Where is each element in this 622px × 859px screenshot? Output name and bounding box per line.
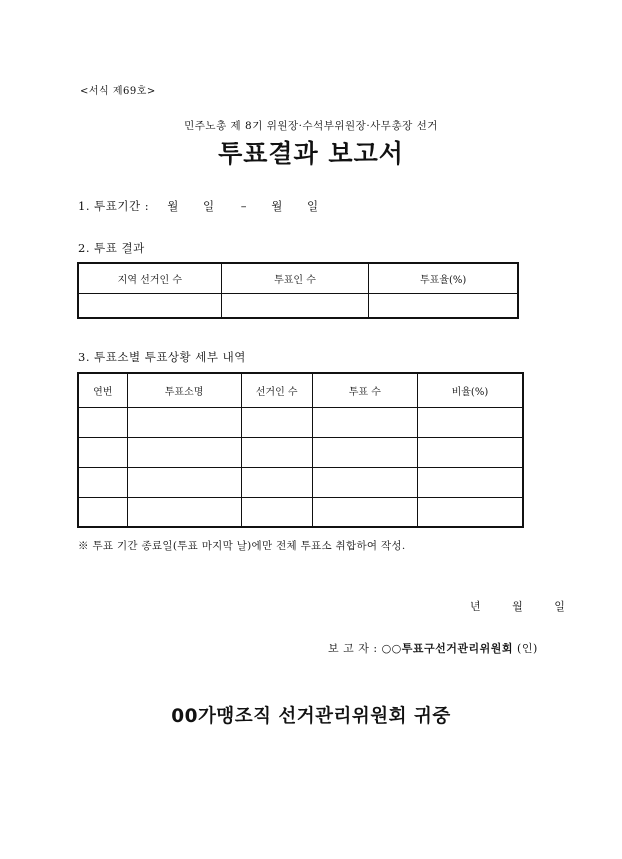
seal-mark: (인) [517, 642, 538, 655]
header-cell: 투표 수 [312, 373, 417, 407]
table-cell [369, 293, 518, 318]
reporter-line [328, 640, 538, 656]
polling-station-table [77, 372, 524, 528]
table-row [78, 467, 523, 497]
period-dash: – [240, 199, 248, 213]
table-header-row [78, 263, 518, 293]
header-cell: 비율(%) [417, 373, 523, 407]
header-cell: 연번 [78, 373, 127, 407]
header-cell: 투표인 수 [221, 263, 369, 293]
section-2-label: 2. 투표 결과 [78, 241, 145, 255]
header-cell: 투표소명 [127, 373, 241, 407]
header-cell: 지역 선거인 수 [78, 263, 221, 293]
date-year: 년 [470, 600, 481, 613]
voting-period [78, 198, 319, 214]
section-3-label: 3. 투표소별 투표상황 세부 내역 [78, 350, 246, 364]
table-row [78, 497, 523, 527]
election-subtitle: 민주노총 제 8기 위원장·수석부위원장·사무총장 선거 [184, 120, 438, 132]
table-header-row [78, 373, 523, 407]
reporter-value: ○○투표구선거관리위원회 [381, 642, 514, 655]
table-row [78, 407, 523, 437]
reporter-label: 보 고 자 : [328, 642, 378, 655]
aggregation-note: ※ 투표 기간 종료일(투표 마지막 날)에만 전체 투표소 취합하여 작성. [78, 540, 406, 552]
table-row [78, 293, 518, 318]
period-day-2: 일 [306, 199, 319, 213]
vote-result-table [77, 262, 519, 319]
form-number: <서식 제69호> [80, 86, 156, 97]
date-day: 일 [554, 600, 565, 613]
report-date [470, 598, 565, 614]
addressee: 00가맹조직 선거관리위원회 귀중 [171, 706, 451, 727]
header-cell: 투표율(%) [369, 263, 518, 293]
table-cell [78, 293, 221, 318]
table-cell [221, 293, 369, 318]
voting-period-label: 1. 투표기간 : [78, 199, 150, 213]
period-month-2: 월 [271, 199, 283, 213]
header-cell: 선거인 수 [241, 373, 312, 407]
table-row [78, 437, 523, 467]
period-month-1: 월 [167, 199, 179, 213]
date-month: 월 [512, 600, 523, 613]
period-day-1: 일 [203, 199, 215, 213]
page-title: 투표결과 보고서 [218, 139, 404, 168]
